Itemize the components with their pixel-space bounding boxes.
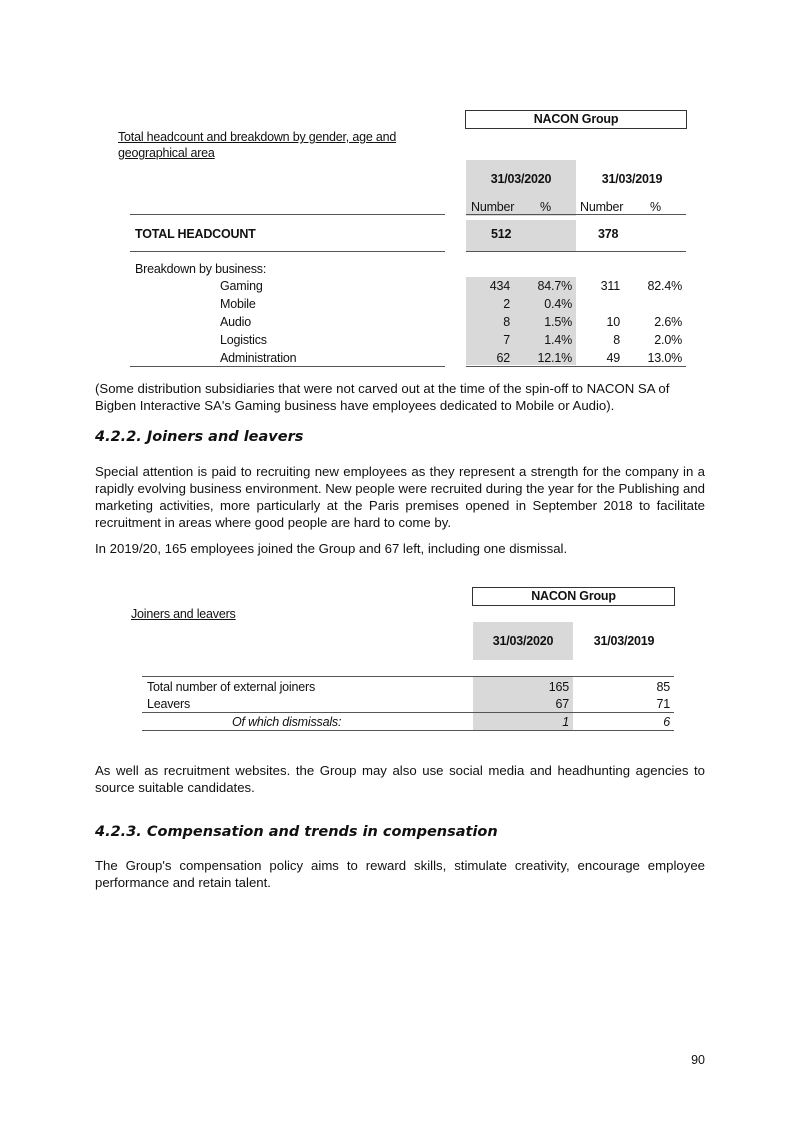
table2-row-label: Of which dismissals: xyxy=(232,715,342,729)
table1-row-label: Audio xyxy=(220,315,251,329)
compensation-paragraph: The Group's compensation policy aims to reward skills, stimulate creativity, encourage employee performance and retain talent. xyxy=(95,858,705,890)
table1-row-label: Administration xyxy=(220,351,297,365)
table1-row-n2019: 8 xyxy=(613,333,620,347)
table1-2020-total-shade xyxy=(466,220,576,251)
table2-row-v2019: 6 xyxy=(663,715,670,729)
table2-row-v2020: 165 xyxy=(548,680,569,694)
table1-total-2020: 512 xyxy=(491,227,512,241)
table1-date-2019: 31/03/2019 xyxy=(601,172,663,186)
table2-row-v2019: 85 xyxy=(656,680,670,694)
table1-row-p2019: 82.4% xyxy=(647,279,682,293)
recruitment-channels-paragraph: As well as recruitment websites. the Group may also use social media and headhunting agencies to source suitable candidates. xyxy=(95,763,705,795)
table1-date-2020: 31/03/2020 xyxy=(490,172,552,186)
table2-row-label: Total number of external joiners xyxy=(147,680,315,694)
table1-row-n2019: 311 xyxy=(600,279,620,293)
table1-row-n2020: 8 xyxy=(503,315,510,329)
section-heading-joiners-leavers: 4.2.2. Joiners and leavers xyxy=(95,429,304,445)
table1-number-2020-label: Number xyxy=(471,200,515,214)
table1-pct-2019-label: % xyxy=(650,200,661,214)
table1-number-2019-label: Number xyxy=(580,200,624,214)
table2-group-header: NACON Group xyxy=(472,587,675,606)
table1-breakdown-label: Breakdown by business: xyxy=(135,262,267,276)
table1-row-label: Mobile xyxy=(220,297,256,311)
table2-row-label: Leavers xyxy=(147,697,191,711)
recruiting-paragraph: Special attention is paid to recruiting new employees as they represent a strength for the company in a rapidly evolving business environment. New people were recruited during the year for the Publishing and marketing activities, more particularly at the Paris premises opened in September 2018 to facilitate recruitment in areas where good people are hard to come by. xyxy=(95,464,705,530)
spin-off-note: (Some distribution subsidiaries that were not carved out at the time of the spin-off to NACON SA of Bigben Interactive SA's Gaming business have employees dedicated to Mobile or Audio). xyxy=(95,381,670,413)
table2-row-v2020: 1 xyxy=(562,715,569,729)
table1-row-n2019: 49 xyxy=(606,351,620,365)
table2-date-2019: 31/03/2019 xyxy=(593,634,655,648)
table1-pct-2020-label: % xyxy=(540,200,551,214)
table1-row-p2020: 1.4% xyxy=(544,333,572,347)
table1-row-p2019: 2.0% xyxy=(654,333,682,347)
page-number: 90 xyxy=(691,1053,705,1067)
table1-row-n2020: 434 xyxy=(489,279,510,293)
table2-row-v2020: 67 xyxy=(555,697,569,711)
table1-row-p2020: 0.4% xyxy=(544,297,572,311)
table1-row-n2020: 7 xyxy=(503,333,510,347)
table1-total-label: TOTAL HEADCOUNT xyxy=(135,227,256,241)
table2-date-2020: 31/03/2020 xyxy=(492,634,554,648)
table1-row-n2020: 62 xyxy=(496,351,510,365)
table1-row-p2020: 84.7% xyxy=(537,279,572,293)
table1-row-label: Gaming xyxy=(220,279,263,293)
table1-title: Total headcount and breakdown by gender, age and geographical area xyxy=(118,130,397,160)
joiners-summary-paragraph: In 2019/20, 165 employees joined the Group and 67 left, including one dismissal. xyxy=(95,541,568,556)
table1-row-p2019: 2.6% xyxy=(654,315,682,329)
table1-row-label: Logistics xyxy=(220,333,267,347)
table1-row-p2019: 13.0% xyxy=(647,351,682,365)
table1-row-n2020: 2 xyxy=(503,297,510,311)
table1-group-header: NACON Group xyxy=(465,110,687,129)
section-heading-compensation: 4.2.3. Compensation and trends in compensation xyxy=(95,824,498,840)
table1-row-n2019: 10 xyxy=(606,315,620,329)
table1-total-2019: 378 xyxy=(598,227,619,241)
table1-row-p2020: 12.1% xyxy=(537,351,572,365)
table2-title: Joiners and leavers xyxy=(131,607,236,621)
table1-row-p2020: 1.5% xyxy=(544,315,572,329)
table2-row-v2019: 71 xyxy=(656,697,670,711)
